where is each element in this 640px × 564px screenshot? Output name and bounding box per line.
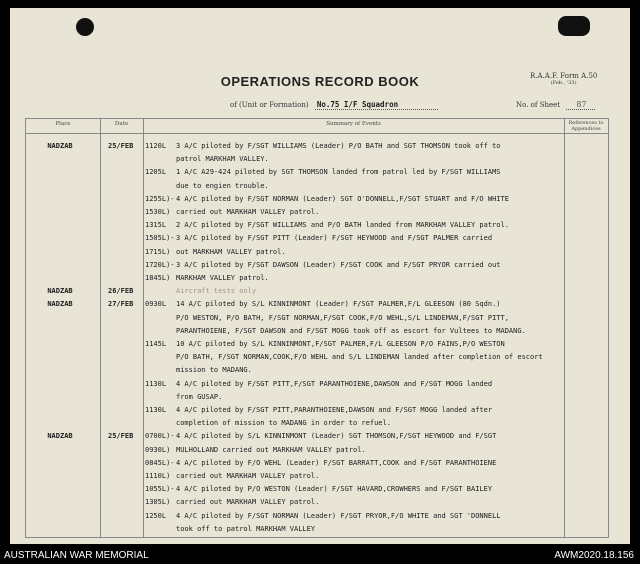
punch-hole [76, 18, 94, 36]
form-ref-sub: (Feb., '33) [550, 80, 577, 86]
row-time: 1130L [145, 379, 167, 388]
column-divider [143, 119, 144, 537]
row-summary: 4 A/C piloted by F/SGT PITT,F/SGT PARANTHOIENE,DAWSON and F/SGT MOGG landed [176, 379, 493, 388]
punch-hole [558, 16, 590, 36]
row-date: 25/FEB [108, 432, 134, 441]
row-time: 1845L) [145, 274, 171, 282]
column-header-date: Date [114, 121, 129, 127]
row-summary: due to engien trouble. [176, 181, 269, 190]
row-time: 0930L) [145, 445, 171, 454]
column-header-refs: References to Appendices [568, 120, 604, 132]
row-summary: mission to MADANG. [176, 366, 252, 375]
row-summary: MARKHAM VALLEY patrol. [176, 274, 269, 282]
row-summary: from GUSAP. [176, 392, 223, 401]
row-time: 0845L)- [145, 458, 175, 467]
row-time: 1305L) [145, 498, 171, 507]
row-place: NADZAB [47, 142, 73, 150]
row-summary: 4 A/C piloted by F/SGT PITT,PARANTHOIENE,DAWSON and F/SGT MOGG landed after [176, 406, 493, 414]
row-date: 25/FEB [108, 142, 134, 150]
record-table [25, 118, 609, 538]
row-summary: carried out MARKHAM VALLEY patrol. [176, 472, 320, 480]
record-sheet [10, 8, 630, 544]
row-summary: 14 A/C piloted by S/L KINNINMONT (Leader) F/SGT PALMER,F/L GLEESON (80 Sqdn.) [176, 300, 501, 309]
row-place: NADZAB [47, 300, 73, 309]
row-summary: 3 A/C piloted by F/SGT DAWSON (Leader) F/SGT COOK and F/SGT PRYOR carried out [176, 260, 501, 269]
unit-line [230, 100, 438, 109]
row-summary: patrol MARKHAM VALLEY. [176, 155, 269, 164]
row-summary: carried out MARKHAM VALLEY patrol. [176, 498, 320, 507]
row-summary: PARANTHOIENE, F/SGT DAWSON and F/SGT MOGG took off as escort for Vultees to MADANG. [176, 326, 526, 335]
row-summary: P/O BATH, F/SGT NORMAN,COOK,F/O WEHL and S/L LINDEMAN landed after completion of escort [176, 353, 543, 362]
row-summary: 4 A/C piloted by P/O WESTON (Leader) F/SGT HAVARD,CROWHERS and F/SGT BAILEY [176, 485, 493, 494]
row-time: 1530L) [145, 208, 171, 216]
row-summary: 3 A/C piloted by F/SGT WILLIAMS (Leader) P/O BATH and SGT THOMSON took off to [176, 142, 501, 150]
row-place: NADZAB [47, 287, 73, 296]
row-summary: MULHOLLAND carried out MARKHAM VALLEY patrol. [176, 445, 366, 454]
row-summary: 4 A/C piloted by F/O WEHL (Leader) F/SGT BARRATT,COOK and F/SGT PARANTHOIENE [176, 458, 497, 467]
row-time: 1315L [145, 221, 167, 230]
row-summary: 2 A/C piloted by F/SGT WILLIAMS and P/O BATH landed from MARKHAM VALLEY patrol. [176, 221, 509, 230]
row-date: 27/FEB [108, 300, 134, 309]
row-summary: completion of mission to MADANG in order to refuel. [176, 419, 391, 428]
footer-accession: AWM2020.18.156 [554, 550, 634, 561]
row-time: 1120L [145, 142, 167, 150]
row-time: 0700L)- [145, 432, 175, 441]
row-time: 1145L [145, 340, 167, 348]
sheet-label: No. of Sheet [516, 101, 561, 109]
row-summary: Aircraft tests only [176, 287, 257, 296]
unit-label: of (Unit or Formation) [230, 101, 309, 109]
row-time: 1720L)- [145, 260, 175, 269]
row-summary: out MARKHAM VALLEY patrol. [176, 247, 286, 256]
row-summary: 4 A/C piloted by S/L KINNINMONT (Leader) SGT THOMSON,F/SGT HEYWOOD and F/SGT [176, 432, 497, 441]
column-header-place: Place [55, 121, 71, 127]
row-summary: 3 A/C piloted by F/SGT PITT (Leader) F/SGT HEYWOOD and F/SGT PALMER carried [176, 234, 493, 243]
row-summary: carried out MARKHAM VALLEY patrol. [176, 208, 320, 216]
sheet-number-line [516, 100, 595, 109]
row-summary: 4 A/C piloted by F/SGT NORMAN (Leader) F/SGT PRYOR,F/O WHITE and SGT 'DONNELL [176, 511, 501, 520]
unit-value: No.75 I/F Squadron [315, 100, 438, 110]
row-time: 1110L) [145, 472, 171, 480]
row-summary: 1 A/C A29-424 piloted by SGT THOMSON landed from patrol led by F/SGT WILLIAMS [176, 168, 501, 177]
row-time: 0930L [145, 300, 167, 309]
row-time: 1055L)- [145, 485, 175, 494]
row-summary: took off to patrol MARKHAM VALLEY [176, 524, 316, 533]
page-title: OPERATIONS RECORD BOOK [220, 74, 420, 89]
row-time: 1505L)- [145, 234, 175, 243]
sheet-value: 87 [566, 100, 594, 110]
row-date: 26/FEB [108, 287, 134, 296]
row-time: 1130L [145, 406, 167, 414]
header-divider [26, 133, 608, 134]
column-divider [100, 119, 101, 537]
row-place: NADZAB [47, 432, 73, 441]
column-header-summary: Summary of Events [326, 121, 381, 127]
row-summary: 4 A/C piloted by F/SGT NORMAN (Leader) SGT O'DONNELL,F/SGT STUART and F/O WHITE [176, 194, 509, 203]
row-summary: P/O WESTON, P/O BATH, F/SGT NORMAN,F/SGT COOK,F/O WEHL,S/L LINDEMAN,F/SGT PITT, [176, 313, 509, 322]
row-time: 1715L) [145, 247, 171, 256]
footer-credit: AUSTRALIAN WAR MEMORIAL [4, 550, 149, 561]
row-summary: 10 A/C piloted by S/L KINNINMONT,F/SGT PALMER,F/L GLEESON P/O FAINS,P/O WESTON [176, 340, 505, 348]
row-time: 1205L [145, 168, 167, 177]
row-time: 1255L)- [145, 194, 175, 203]
row-time: 1250L [145, 511, 167, 520]
form-ref-label: R.A.A.F. Form A.50 [530, 72, 598, 80]
